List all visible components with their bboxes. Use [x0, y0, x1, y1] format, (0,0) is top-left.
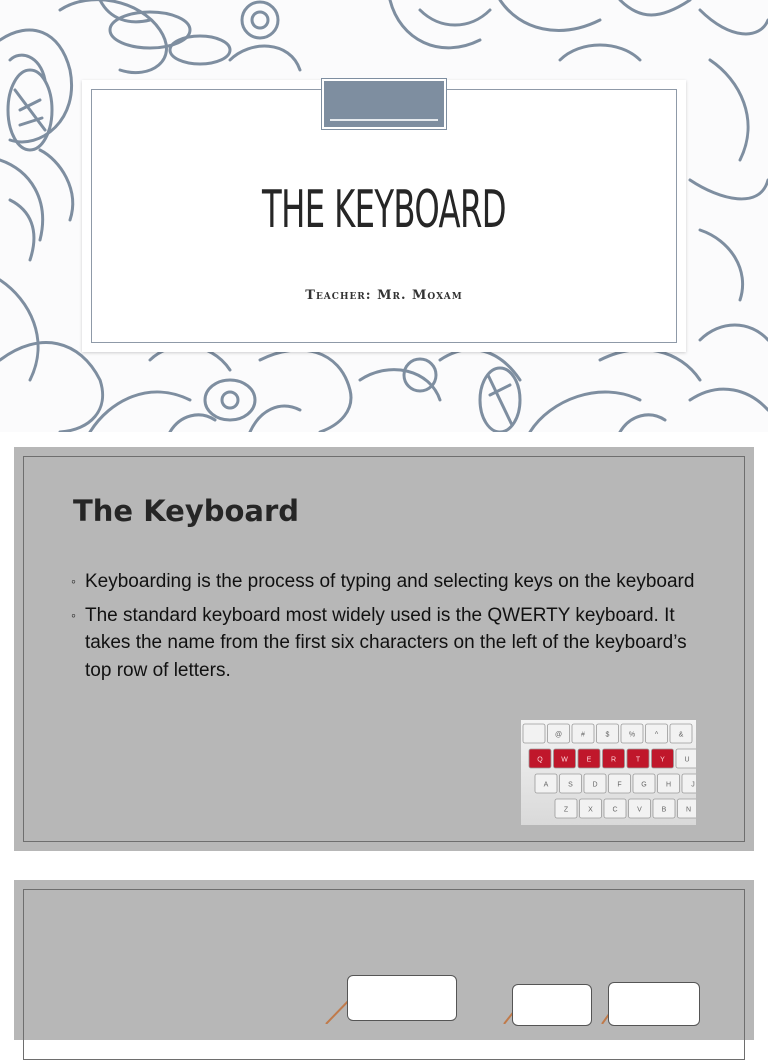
keyboard-image: [521, 720, 696, 825]
keyboard-key: [633, 774, 655, 793]
keyboard-key: [627, 749, 649, 768]
title-tab-decoration: [322, 79, 446, 129]
keyboard-key-label: @: [554, 731, 563, 739]
bullet-text: is the process of typing and selecting keys on the keyboard: [191, 571, 695, 592]
keyboard-key: [646, 724, 668, 743]
keyboard-key: [584, 774, 606, 793]
keyboard-key-label: G: [641, 781, 647, 789]
keyboard-key-label: %: [628, 731, 636, 739]
keyboard-key-label: W: [561, 756, 568, 764]
keyboard-key-label: $: [605, 731, 610, 739]
bullet-item: [71, 602, 711, 685]
keyboard-key: [523, 724, 545, 743]
keyboard-key-label: Z: [563, 806, 569, 814]
keyboard-key: [554, 749, 576, 768]
keyboard-key: [658, 774, 680, 793]
keyboard-key: [535, 774, 557, 793]
callout-box: [512, 984, 592, 1026]
keyboard-key: [560, 774, 582, 793]
keyboard-key-label: Q: [537, 756, 543, 764]
keyboard-key-label: H: [665, 781, 672, 789]
keyboard-key-label: F: [617, 781, 622, 789]
callout-box: [608, 982, 700, 1026]
callout-box: [347, 975, 457, 1021]
tab-line: [330, 119, 438, 121]
keyboard-key: [555, 799, 577, 818]
keyboard-key-label: D: [592, 781, 598, 789]
keyboard-key-label: E: [586, 756, 592, 764]
slide-title: THE KEYBOARD: [262, 180, 506, 240]
keyboard-key-label: R: [610, 756, 617, 764]
keyboard-key: [603, 749, 625, 768]
slide-heading: The Keyboard: [73, 494, 300, 528]
keyboard-key-label: X: [588, 806, 593, 814]
keyboard-key: [652, 749, 674, 768]
diagram-slide: [14, 880, 754, 1040]
keyboard-key: [670, 724, 692, 743]
bullet-text: The standard keyboard most widely used is the QWERTY keyboard. It takes the name from the first six characters on the left of the keyboard’s top row of letters.: [85, 604, 687, 681]
keyboard-key: [604, 799, 626, 818]
keyboard-key-label: U: [684, 756, 690, 764]
keyboard-illustration: [521, 720, 696, 825]
keyboard-key-label: J: [691, 781, 695, 789]
keyboard-key-label: Y: [660, 756, 665, 764]
keyboard-key: [676, 749, 696, 768]
keyboard-key-label: S: [568, 781, 573, 789]
keyboard-key: [578, 749, 600, 768]
bullet-keyword: Keyboarding: [85, 571, 192, 592]
title-slide: [0, 0, 768, 432]
bullet-item: [71, 568, 711, 596]
title-card: [82, 80, 686, 352]
bullet-icon: ◦: [71, 606, 76, 623]
keyboard-key: [621, 724, 643, 743]
keyboard-key-label: B: [661, 806, 667, 814]
keyboard-key: [609, 774, 631, 793]
keyboard-key-label: &: [678, 731, 684, 739]
keyboard-key: [653, 799, 675, 818]
keyboard-key-label: N: [685, 806, 692, 814]
keyboard-key: [629, 799, 651, 818]
keyboard-key-label: T: [635, 756, 641, 764]
slide-subtitle: Teacher: Mr. Moxam: [305, 288, 463, 303]
keyboard-key-label: ^: [654, 731, 659, 739]
bullet-icon: ◦: [71, 573, 76, 589]
keyboard-key: [597, 724, 619, 743]
keyboard-key: [548, 724, 570, 743]
keyboard-key: [529, 749, 551, 768]
keyboard-key-label: C: [612, 806, 618, 814]
keyboard-key-label: A: [543, 781, 549, 789]
bullet-list: [71, 568, 711, 690]
keyboard-key-label: #: [581, 731, 585, 739]
keyboard-key: [580, 799, 602, 818]
keyboard-key: [678, 799, 697, 818]
keyboard-key-label: V: [637, 806, 642, 814]
keyboard-key: [572, 724, 594, 743]
content-slide: [14, 447, 754, 851]
keyboard-key: [682, 774, 696, 793]
